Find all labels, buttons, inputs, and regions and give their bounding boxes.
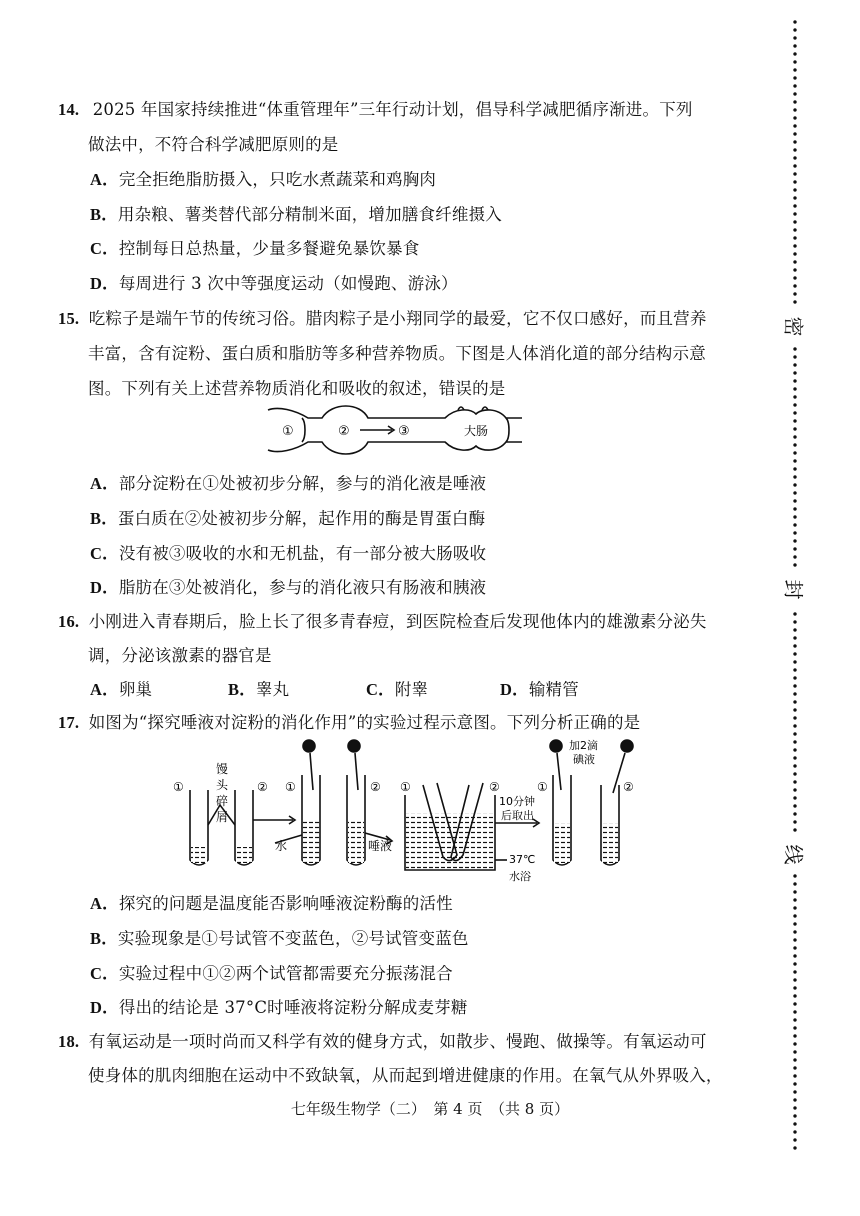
q18-stem-line2: 使身体的肌肉细胞在运动中不致缺氧，从而起到增进健康的作用。在氧气从外界吸入， — [88, 1066, 723, 1085]
q16-option-d — [500, 676, 579, 700]
q14-option-b — [90, 201, 502, 225]
q17-option-a-letter: A． — [90, 894, 119, 913]
diagram-label-large-intestine: 大肠 — [464, 424, 489, 438]
q15-option-b-text: 蛋白质在②处被初步分解，起作用的酶是胃蛋白酶 — [117, 509, 486, 528]
diagram-label-1: ① — [282, 424, 294, 439]
q17-option-c-letter: C． — [90, 964, 119, 983]
q17-option-c-text: 实验过程中①②两个试管都需要充分振荡混合 — [118, 964, 453, 983]
q15-option-c — [90, 540, 486, 564]
exp-saliva-label: 唾液 — [368, 839, 393, 853]
q15-option-c-text: 没有被③吸收的水和无机盐，有一部分被大肠吸收 — [118, 544, 487, 563]
q17-option-b-text: 实验现象是①号试管不变蓝色，②号试管变蓝色 — [117, 929, 469, 948]
diagram-label-2: ② — [338, 424, 350, 439]
q14-stem-line1 — [58, 96, 693, 120]
q17-option-d-text: 得出的结论是 37°C时唾液将淀粉分解成麦芽糖 — [118, 998, 468, 1017]
q15-option-d-letter: D． — [90, 578, 119, 597]
page-footer: 七年级生物学（二） 第 4 页 （共 8 页） — [290, 1100, 570, 1118]
q18-stem-line1 — [58, 1028, 707, 1052]
q17-number: 17. — [58, 713, 80, 732]
q16-option-d-text: 输精管 — [528, 680, 579, 699]
exp-tube2-label: ② — [257, 780, 268, 794]
exp-temp-label: 37℃ — [509, 853, 536, 866]
seal-char-feng: 封 — [781, 579, 806, 600]
q16-stem-line2: 调，分泌该激素的器官是 — [88, 646, 272, 665]
q16-number: 16. — [58, 612, 80, 631]
q16-stem-text1: 小刚进入青春期后，脸上长了很多青春痘，到医院检查后发现他体内的雄激素分泌失 — [88, 612, 707, 631]
q14-stem-text1: 2025 年国家持续推进“体重管理年”三年行动计划，倡导科学减肥循序渐进。下列 — [92, 100, 693, 119]
exp-iodine-label-1: 加2滴 — [569, 739, 598, 752]
q14-stem-line2: 做法中，不符合科学减肥原则的是 — [88, 135, 339, 154]
q15-stem-line1 — [58, 305, 707, 329]
exp-stage4-tube1: ① — [537, 780, 548, 794]
q15-option-c-letter: C． — [90, 544, 119, 563]
q15-stem-line3: 图。下列有关上述营养物质消化和吸收的叙述，错误的是 — [88, 379, 506, 398]
exp-stage3-tube2: ② — [370, 780, 381, 794]
exp-time-label-2: 后取出 — [501, 809, 534, 822]
exp-stage4-tube2: ② — [623, 780, 634, 794]
q14-option-d — [90, 270, 458, 294]
q18-stem-text1: 有氧运动是一项时尚而又科学有效的健身方式，如散步、慢跑、做操等。有氧运动可 — [88, 1032, 707, 1051]
q17-option-a-text: 探究的问题是温度能否影响唾液淀粉酶的活性 — [118, 894, 453, 913]
diagram-label-3: ③ — [398, 424, 410, 439]
q15-option-a — [90, 470, 486, 494]
q14-option-d-text: 每周进行 3 次中等强度运动（如慢跑、游泳） — [118, 274, 458, 293]
q14-option-a — [90, 166, 436, 190]
exp-bath-label: 水浴 — [509, 870, 531, 883]
q14-option-a-letter: A． — [90, 170, 119, 189]
exp-mantou-2: 头 — [216, 778, 229, 792]
q16-option-b-letter: B． — [228, 680, 256, 699]
q17-option-d-letter: D． — [90, 998, 119, 1017]
seal-char-xian: 线 — [781, 844, 806, 865]
q17-option-b — [90, 925, 469, 949]
q18-number: 18. — [58, 1032, 80, 1051]
q14-option-b-letter: B． — [90, 205, 118, 224]
q16-option-b-text: 睾丸 — [255, 680, 290, 699]
q14-option-c-text: 控制每日总热量，少量多餐避免暴饮暴食 — [118, 239, 420, 258]
q17-option-d — [90, 994, 468, 1018]
exp-time-label-1: 10分钟 — [499, 795, 535, 808]
q16-option-a-letter: A． — [90, 680, 119, 699]
q14-option-a-text: 完全拒绝脂肪摄入，只吃水煮蔬菜和鸡胸肉 — [118, 170, 437, 189]
exp-mantou-4: 屑 — [216, 810, 229, 824]
q16-stem-line1 — [58, 608, 707, 632]
q14-option-d-letter: D． — [90, 274, 119, 293]
q14-option-c — [90, 235, 419, 259]
exp-bath-tube2: ② — [489, 780, 500, 794]
q17-option-a — [90, 890, 453, 914]
binding-dotted-line-mid2 — [791, 610, 799, 832]
exp-water-label: 水 — [275, 839, 288, 853]
q16-option-b — [228, 676, 289, 700]
q16-option-c-text: 附睾 — [394, 680, 429, 699]
q17-option-c — [90, 960, 453, 984]
binding-dotted-line-mid1 — [791, 345, 799, 567]
q15-stem-line2: 丰富，含有淀粉、蛋白质和脂肪等多种营养物质。下图是人体消化道的部分结构示意 — [88, 344, 706, 363]
q15-option-a-text: 部分淀粉在①处被初步分解，参与的消化液是唾液 — [118, 474, 487, 493]
q15-option-d-text: 脂肪在③处被消化，参与的消化液只有肠液和胰液 — [118, 578, 487, 597]
exp-iodine-label-2: 碘液 — [573, 753, 595, 766]
q14-option-b-text: 用杂粮、薯类替代部分精制米面，增加膳食纤维摄入 — [117, 205, 503, 224]
q17-stem-line1 — [58, 709, 640, 733]
saliva-experiment-diagram — [165, 735, 655, 890]
q16-option-d-letter: D． — [500, 680, 529, 699]
q14-option-c-letter: C． — [90, 239, 119, 258]
q15-option-b-letter: B． — [90, 509, 118, 528]
q16-option-a — [90, 676, 152, 700]
digestive-tract-diagram — [260, 400, 530, 462]
exp-mantou-3: 碎 — [216, 794, 229, 808]
seal-char-mi: 密 — [781, 316, 806, 337]
q14-number: 14. — [58, 100, 80, 119]
q16-option-a-text: 卵巢 — [118, 680, 153, 699]
q15-stem-text1: 吃粽子是端午节的传统习俗。腊肉粽子是小翔同学的最爱，它不仅口感好，而且营养 — [88, 309, 707, 328]
q17-stem-text1: 如图为“探究唾液对淀粉的消化作用”的实验过程示意图。下列分析正确的是 — [88, 713, 641, 732]
exp-stage2-tube1: ① — [285, 780, 296, 794]
binding-dotted-line-top — [791, 18, 799, 306]
exp-bath-tube1: ① — [400, 780, 411, 794]
exp-tube1-label: ① — [173, 780, 184, 794]
q17-option-b-letter: B． — [90, 929, 118, 948]
q16-option-c-letter: C． — [366, 680, 395, 699]
exp-mantou-1: 馒 — [216, 762, 229, 776]
q15-option-b — [90, 505, 485, 529]
q15-option-a-letter: A． — [90, 474, 119, 493]
q16-option-c — [366, 676, 428, 700]
q15-option-d — [90, 574, 486, 598]
q15-number: 15. — [58, 309, 80, 328]
